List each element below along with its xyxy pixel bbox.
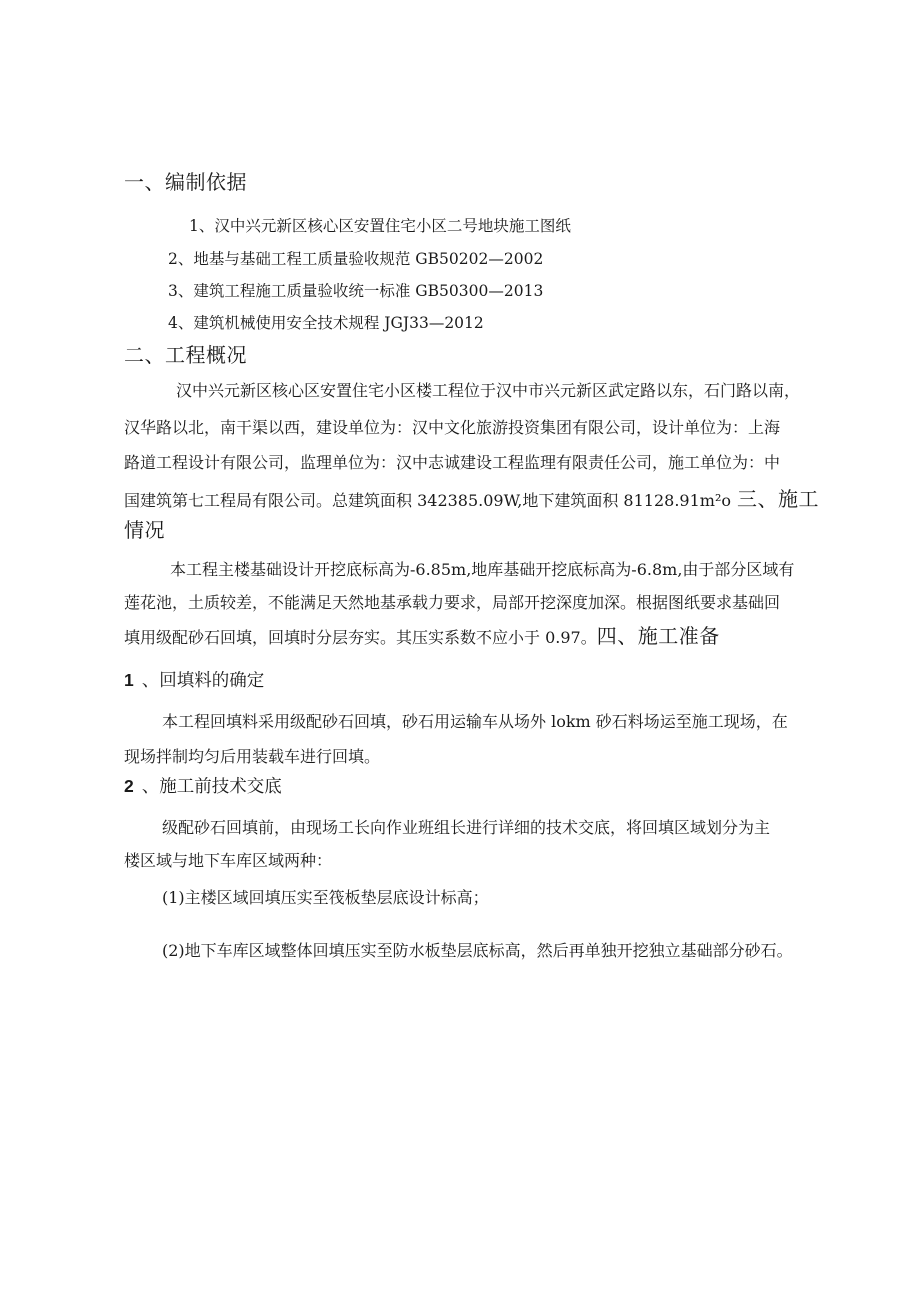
overview-line-1: 汉中兴元新区核心区安置住宅小区楼工程位于汉中市兴元新区武定路以东，石门路以南，	[176, 381, 801, 400]
briefing-line-2: 楼区域与地下车库区域两种：	[124, 851, 333, 870]
section-heading-preparation: 四、施工准备	[596, 624, 720, 648]
subsection-number: 2	[124, 776, 134, 796]
section-heading-basis: 一、编制依据	[124, 170, 247, 194]
subsection-number: 1	[124, 670, 134, 690]
briefing-item-2: (2)地下车库区域整体回填压实至防水板垫层底标高，然后再单独开挖独立基础部分砂石。	[162, 941, 793, 960]
backfill-line-1: 本工程回填料采用级配砂石回填，砂石用运输车从场外 lokm 砂石料场运至施工现场，在	[162, 712, 788, 731]
subsection-heading-technical-briefing	[124, 773, 282, 798]
overview-line-4-text: 国建筑第七工程局有限公司。总建筑面积 342385.09W,地下建筑面积 81128.91m²o	[124, 491, 731, 510]
subsection-heading-backfill-material	[124, 667, 264, 692]
overview-line-4	[124, 489, 819, 509]
reference-item-2: 2、地基与基础工程工质量验收规范 GB50202—2002	[168, 250, 544, 268]
backfill-line-2: 现场拌制均匀后用装载车进行回填。	[124, 747, 381, 766]
briefing-item-1: (1)主楼区域回填压实至筏板垫层底设计标高；	[162, 888, 489, 907]
situation-line-1: 本工程主楼基础设计开挖底标高为-6.85m,地库基础开挖底标高为-6.8m,由于部分区域有	[170, 560, 795, 579]
section-heading-overview: 二、工程概况	[124, 343, 247, 367]
briefing-line-1: 级配砂石回填前，由现场工长向作业班组长进行详细的技术交底，将回填区域划分为主	[162, 818, 771, 837]
reference-item-3: 3、建筑工程施工质量验收统一标准 GB50300—2013	[168, 282, 544, 300]
section-heading-situation-part1: 三、施工	[737, 487, 819, 511]
reference-item-1: 1、汉中兴元新区核心区安置住宅小区二号地块施工图纸	[189, 217, 571, 235]
situation-line-3-text: 填用级配砂石回填，回填时分层夯实。其压实系数不应小于 0.97。	[124, 628, 597, 647]
overview-line-2: 汉华路以北，南干渠以西，建设单位为：汉中文化旅游投资集团有限公司，设计单位为：上海	[124, 418, 781, 437]
situation-line-2: 莲花池，土质较差，不能满足天然地基承载力要求，局部开挖深度加深。根据图纸要求基础回	[124, 593, 781, 612]
situation-line-3	[124, 626, 720, 646]
subsection-title: 、回填料的确定	[141, 671, 265, 691]
reference-item-4: 4、建筑机械使用安全技术规程 JGJ33—2012	[168, 314, 484, 332]
section-heading-situation-part2: 情况	[124, 518, 165, 542]
subsection-title: 、施工前技术交底	[141, 777, 282, 797]
overview-line-3: 路道工程设计有限公司，监理单位为：汉中志诚建设工程监理有限责任公司，施工单位为：中	[124, 453, 781, 472]
